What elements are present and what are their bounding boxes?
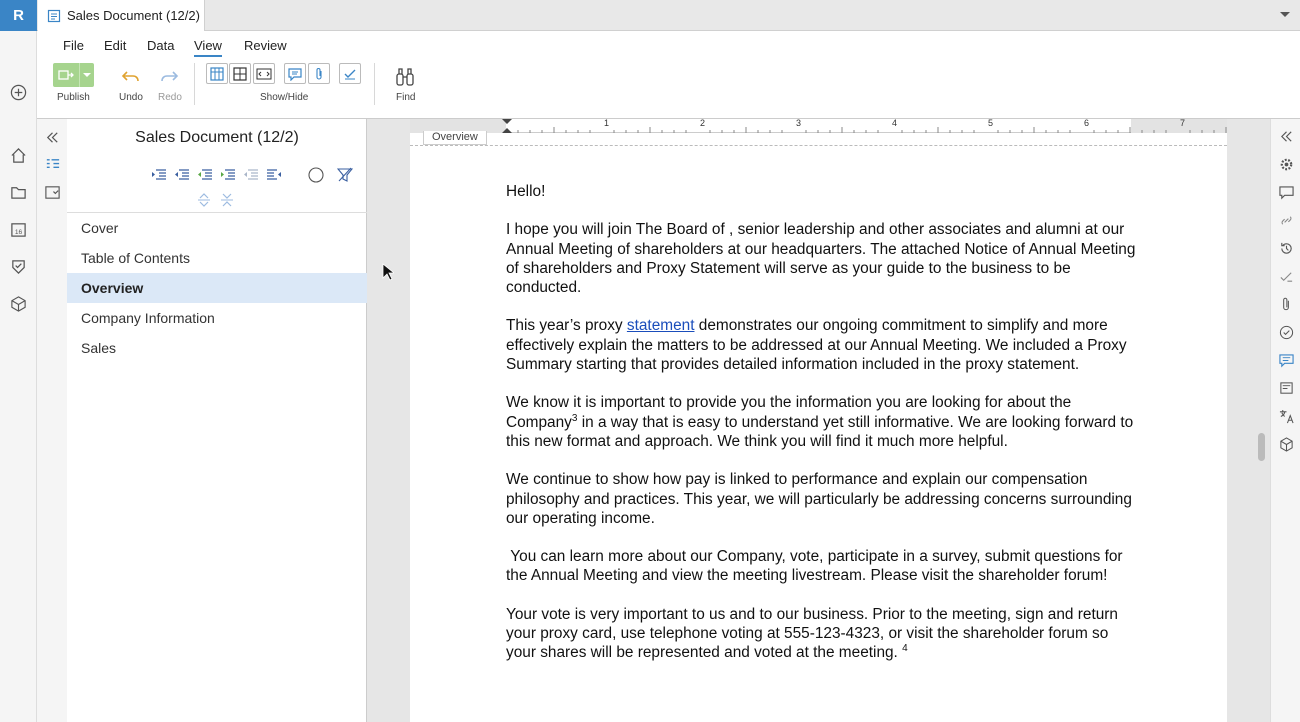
publish-dropdown-icon[interactable] [80,63,94,87]
document-icon [47,9,61,23]
data-panel-icon[interactable] [1277,351,1295,369]
translate-icon[interactable] [1277,407,1295,425]
panel-strip [37,119,67,722]
ruler-mark: 1 [604,118,610,128]
outline-list [67,212,367,363]
folder-icon[interactable] [8,182,28,202]
indent-increase-icon[interactable] [151,167,167,183]
tab-title: Sales Document (12/2) [67,8,200,23]
app-rail [0,0,37,722]
check-circle-icon[interactable] [1277,323,1295,341]
paragraph: This year’s proxy statement demonstrates our ongoing commitment to simplify and more effectively explain the matters to be addressed at our Annual Meeting. We included a Proxy Summary starting that provides detailed information included in the proxy statement. [506,317,1127,374]
paragraph: I hope you will join The Board of , senior leadership and other associates and alumni at our Annual Meeting of shareholders at our headquarters. The attached Notice of Annual Meeting of shareholders and Proxy Statement will serve as your guide to the business to be conducted. [506,221,1136,297]
list-format-icon[interactable] [266,167,282,183]
app-logo[interactable]: R [0,0,37,31]
outline-item-company-information[interactable]: Company Information [81,310,215,326]
section-tab[interactable]: Overview [423,131,487,145]
comments-icon[interactable] [1277,183,1295,201]
indent-decrease-icon[interactable] [174,167,190,183]
add-icon[interactable] [8,82,28,102]
ruler-mark: 7 [1180,118,1186,128]
ribbon-divider [194,63,195,105]
ribbon-divider [374,63,375,105]
paragraph: We continue to show how pay is linked to performance and explain our compensation philosophy and practices. This year, we will particularly be addressing concerns surrounding our operating income. [506,471,1132,527]
undo-label: Undo [119,92,143,103]
document-page[interactable] [410,133,1227,722]
ruler[interactable] [410,119,1227,133]
bookmark-icon[interactable] [42,182,62,202]
find-label: Find [396,92,416,103]
binoculars-icon[interactable] [394,66,416,88]
outline-panel [67,119,367,722]
filter-clear-icon[interactable] [337,167,353,183]
document-area [367,119,1270,722]
menu-file[interactable]: File [63,38,84,53]
collapse-all-icon[interactable] [219,192,235,208]
ruler-mark: 3 [796,118,802,128]
calendar-icon[interactable] [8,219,28,239]
paragraph: You can learn more about our Company, vote, participate in a survey, submit questions for the Annual Meeting and view the meeting livestream. Please visit the shareholder forum! [506,548,1127,585]
menu-data[interactable]: Data [147,38,175,53]
document-body[interactable] [506,182,1136,682]
tab-list-chevron-icon[interactable] [1280,10,1290,20]
menu-view[interactable]: View [194,38,222,57]
undo-icon[interactable] [120,67,142,87]
ruler-mark: 2 [700,118,706,128]
publish-button[interactable] [53,63,94,87]
tab-bar [37,0,1300,31]
show-hide-label: Show/Hide [260,92,309,103]
outline-item-cover[interactable]: Cover [81,220,119,236]
table-icon[interactable] [229,63,251,84]
outline-item-sales[interactable]: Sales [81,340,117,356]
mouse-cursor-icon [382,263,394,281]
ruler-mark: 6 [1084,118,1090,128]
statement-link[interactable]: statement [626,317,695,335]
ribbon-toolbar [37,59,1300,119]
grid-layout-icon[interactable] [206,63,228,84]
menu-bar [37,31,1300,59]
publish-icon [53,63,80,87]
paragraph: Your vote is very important to us and to our business. Prior to the meeting, sign and return your proxy card, use telephone voting at 555-123-4323, or visit the shareholder forum so your shares will be represented and voted at the meeting. $^4$ [506,605,1118,662]
outline-item-overview[interactable]: Overview [67,273,367,303]
vertical-scrollbar[interactable] [1258,433,1265,461]
ruler-mark: 4 [892,118,898,128]
promote-icon[interactable] [197,167,213,183]
menu-edit[interactable]: Edit [104,38,127,53]
footnote-ref[interactable]: 4 [902,643,908,655]
circle-icon[interactable] [308,167,324,183]
outline-title: Sales Document (12/2) [135,129,299,146]
outline-view-icon[interactable] [42,154,62,174]
publish-label: Publish [57,92,90,103]
ruler-mark: 5 [988,118,994,128]
outline-toolbar [67,166,367,212]
header-boundary [410,145,1227,146]
attachment-icon[interactable] [308,63,330,84]
footnote-ref[interactable]: 3 [571,412,578,424]
comment-icon[interactable] [284,63,306,84]
redo-icon[interactable] [158,67,180,87]
field-code-icon[interactable] [253,63,275,84]
menu-review[interactable]: Review [244,38,287,53]
cube-icon[interactable] [8,293,28,313]
gear-icon[interactable] [1277,155,1295,173]
right-rail [1270,119,1300,722]
tab-document[interactable] [38,0,205,31]
outline-item-table-of-contents[interactable]: Table of Contents [81,250,190,266]
collapse-right-icon[interactable] [1277,127,1295,145]
svg-text:16: 16 [14,228,22,236]
cube-icon[interactable] [1277,435,1295,453]
greeting: Hello! [506,183,546,200]
track-changes-icon[interactable] [339,63,361,84]
note-icon[interactable] [1277,379,1295,397]
outdent-icon[interactable] [243,167,259,183]
demote-icon[interactable] [220,167,236,183]
paragraph: We know it is important to provide you the information you are looking for about the Company$^3$ in a way that is easy to understand yet still informative. We are looking forward to this new format and approach. We think you will find it much more helpful. [506,394,1134,450]
shield-check-icon[interactable] [8,256,28,276]
expand-all-icon[interactable] [196,192,212,208]
link-icon[interactable] [1277,211,1295,229]
attachment-icon[interactable] [1277,295,1295,313]
collapse-left-icon[interactable] [42,127,62,147]
history-icon[interactable] [1277,239,1295,257]
spellcheck-icon[interactable] [1277,267,1295,285]
redo-label: Redo [158,92,182,103]
home-icon[interactable] [8,145,28,165]
